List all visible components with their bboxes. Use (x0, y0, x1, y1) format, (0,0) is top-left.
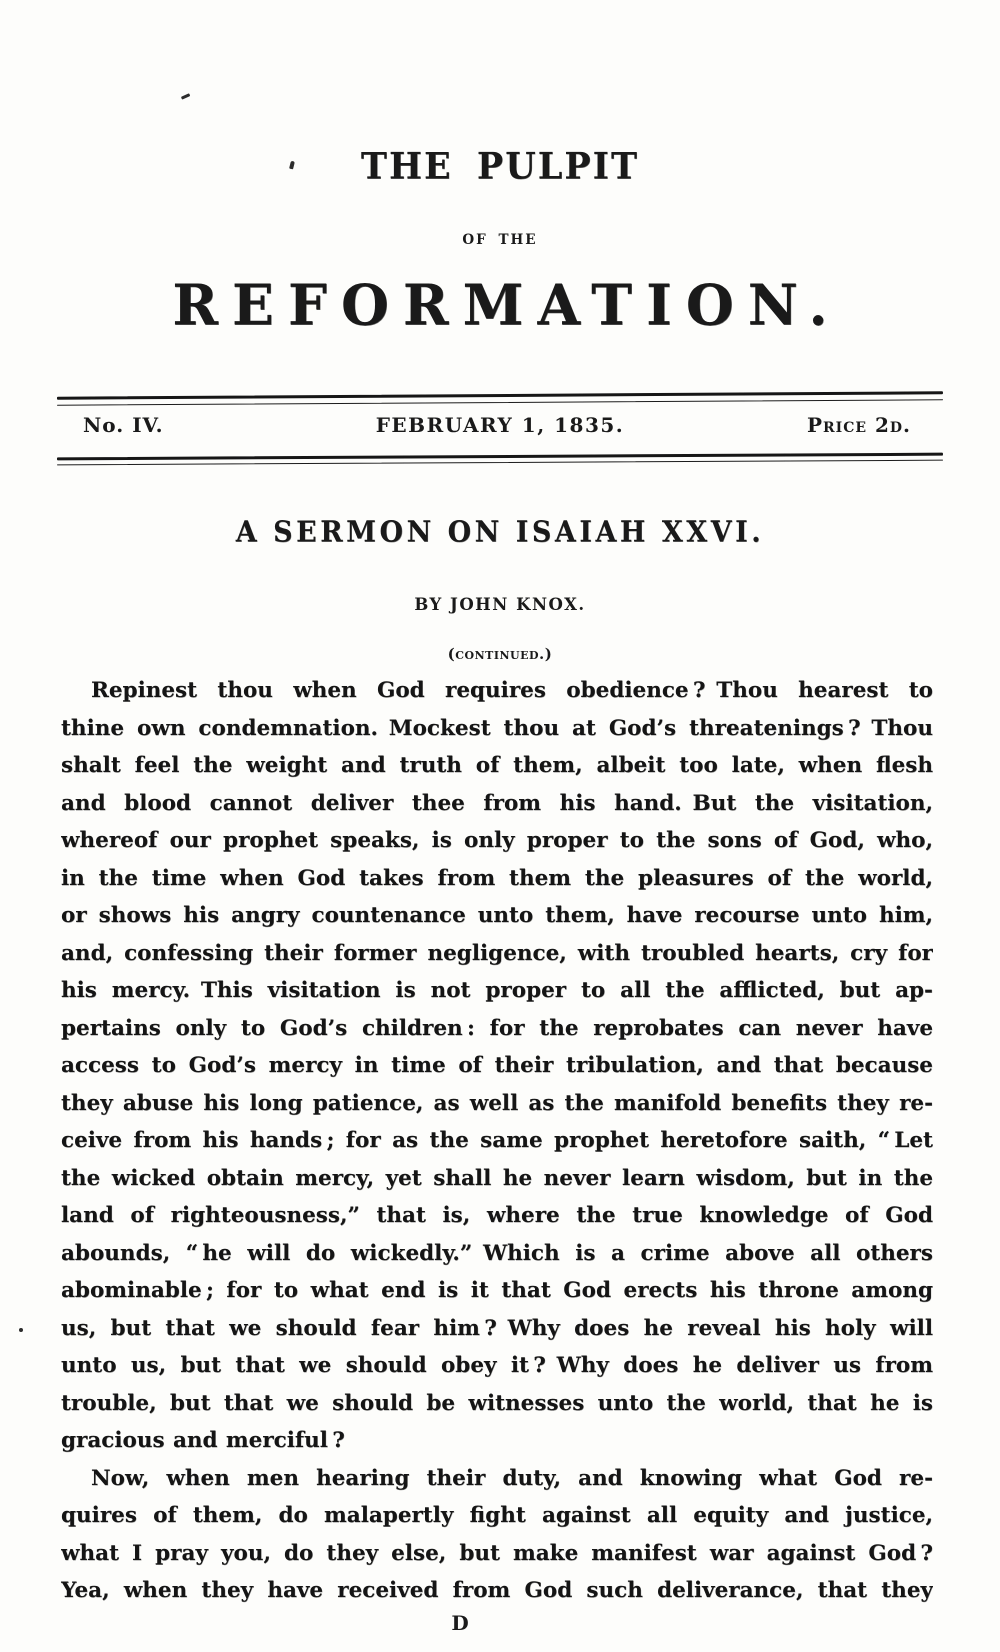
body-text-line: and blood cannot deliver thee from his hand. But the visitation, (61, 790, 933, 816)
body-text-line: gracious and merciful ? (61, 1428, 345, 1453)
body-text-line: they abuse his long patience, as well as the manifold benefits they re- (61, 1090, 933, 1116)
sermon-body-text (61, 672, 933, 1610)
body-text-line: thine own condemnation. Mockest thou at God’s threatenings ? Thou (61, 715, 933, 741)
double-rule-top (57, 391, 943, 405)
body-text-line: and, confessing their former negligence, with troubled hearts, cry for (61, 940, 933, 966)
scan-artifact (19, 1328, 23, 1332)
masthead-title: THE PULPIT (360, 144, 640, 189)
body-text-line: Now, when men hearing their duty, and knowing what God re- (91, 1465, 933, 1491)
double-rule-bottom (57, 453, 943, 466)
article-title: A SERMON ON ISAIAH XXVI. (235, 515, 765, 550)
body-text-line: unto us, but that we should obey it ? Why does he deliver us from (61, 1353, 933, 1378)
sermon-paragraph (61, 672, 933, 1460)
body-text-line: quires of them, do malapertly fight against all equity and justice, (61, 1503, 933, 1528)
article-byline: BY JOHN KNOX. (414, 595, 586, 614)
masthead-subtitle: OF THE (462, 232, 538, 248)
body-text-line: whereof our prophet speaks, is only proper to the sons of God, who, (61, 828, 933, 853)
body-text-line: or shows his angry countenance unto them, have recourse unto him, (61, 903, 933, 928)
body-text-line: Repinest thou when God requires obedience ? Thou hearest to (91, 678, 933, 703)
scan-artifact (181, 93, 190, 99)
body-text-line: abominable ; for to what end is it that God erects his throne among (61, 1278, 933, 1303)
issue-date: FEBRUARY 1, 1835. (375, 413, 625, 437)
body-text-line: the wicked obtain mercy, yet shall he never learn wisdom, but in the (61, 1165, 933, 1191)
issue-number: No. IV. (83, 413, 164, 437)
printer-signature-mark: D (451, 1611, 469, 1635)
body-text-line: what I pray you, do they else, but make manifest war against God ? (61, 1540, 933, 1566)
body-text-line: land of righteousness,” that is, where the true knowledge of God (61, 1203, 933, 1228)
body-text-line: Yea, when they have received from God such deliverance, that they (61, 1578, 933, 1603)
body-text-line: shalt feel the weight and truth of them, albeit too late, when flesh (61, 753, 933, 778)
body-text-line: in the time when God takes from them the pleasures of the world, (61, 865, 933, 891)
issue-bar (57, 413, 943, 443)
body-text-line: abounds, “ he will do wickedly.” Which is a crime above all others (61, 1240, 933, 1266)
body-text-line: ceive from his hands ; for as the same prophet heretofore saith, “ Let (61, 1128, 933, 1153)
body-text-line: his mercy. This visitation is not proper to all the afflicted, but ap- (61, 978, 933, 1003)
continuation-note: (continued.) (447, 645, 553, 663)
body-text-line: trouble, but that we should be witnesses unto the world, that he is (61, 1390, 933, 1416)
issue-price: Price 2d. (806, 413, 911, 437)
masthead-main-title: REFORMATION. (172, 271, 842, 338)
sermon-paragraph (61, 1460, 933, 1610)
body-text-line: us, but that we should fear him ? Why does he reveal his holy will (61, 1315, 933, 1341)
body-text-line: access to God’s mercy in time of their tribulation, and that because (61, 1053, 933, 1078)
body-text-line: pertains only to God’s children : for the reprobates can never have (61, 1015, 933, 1041)
